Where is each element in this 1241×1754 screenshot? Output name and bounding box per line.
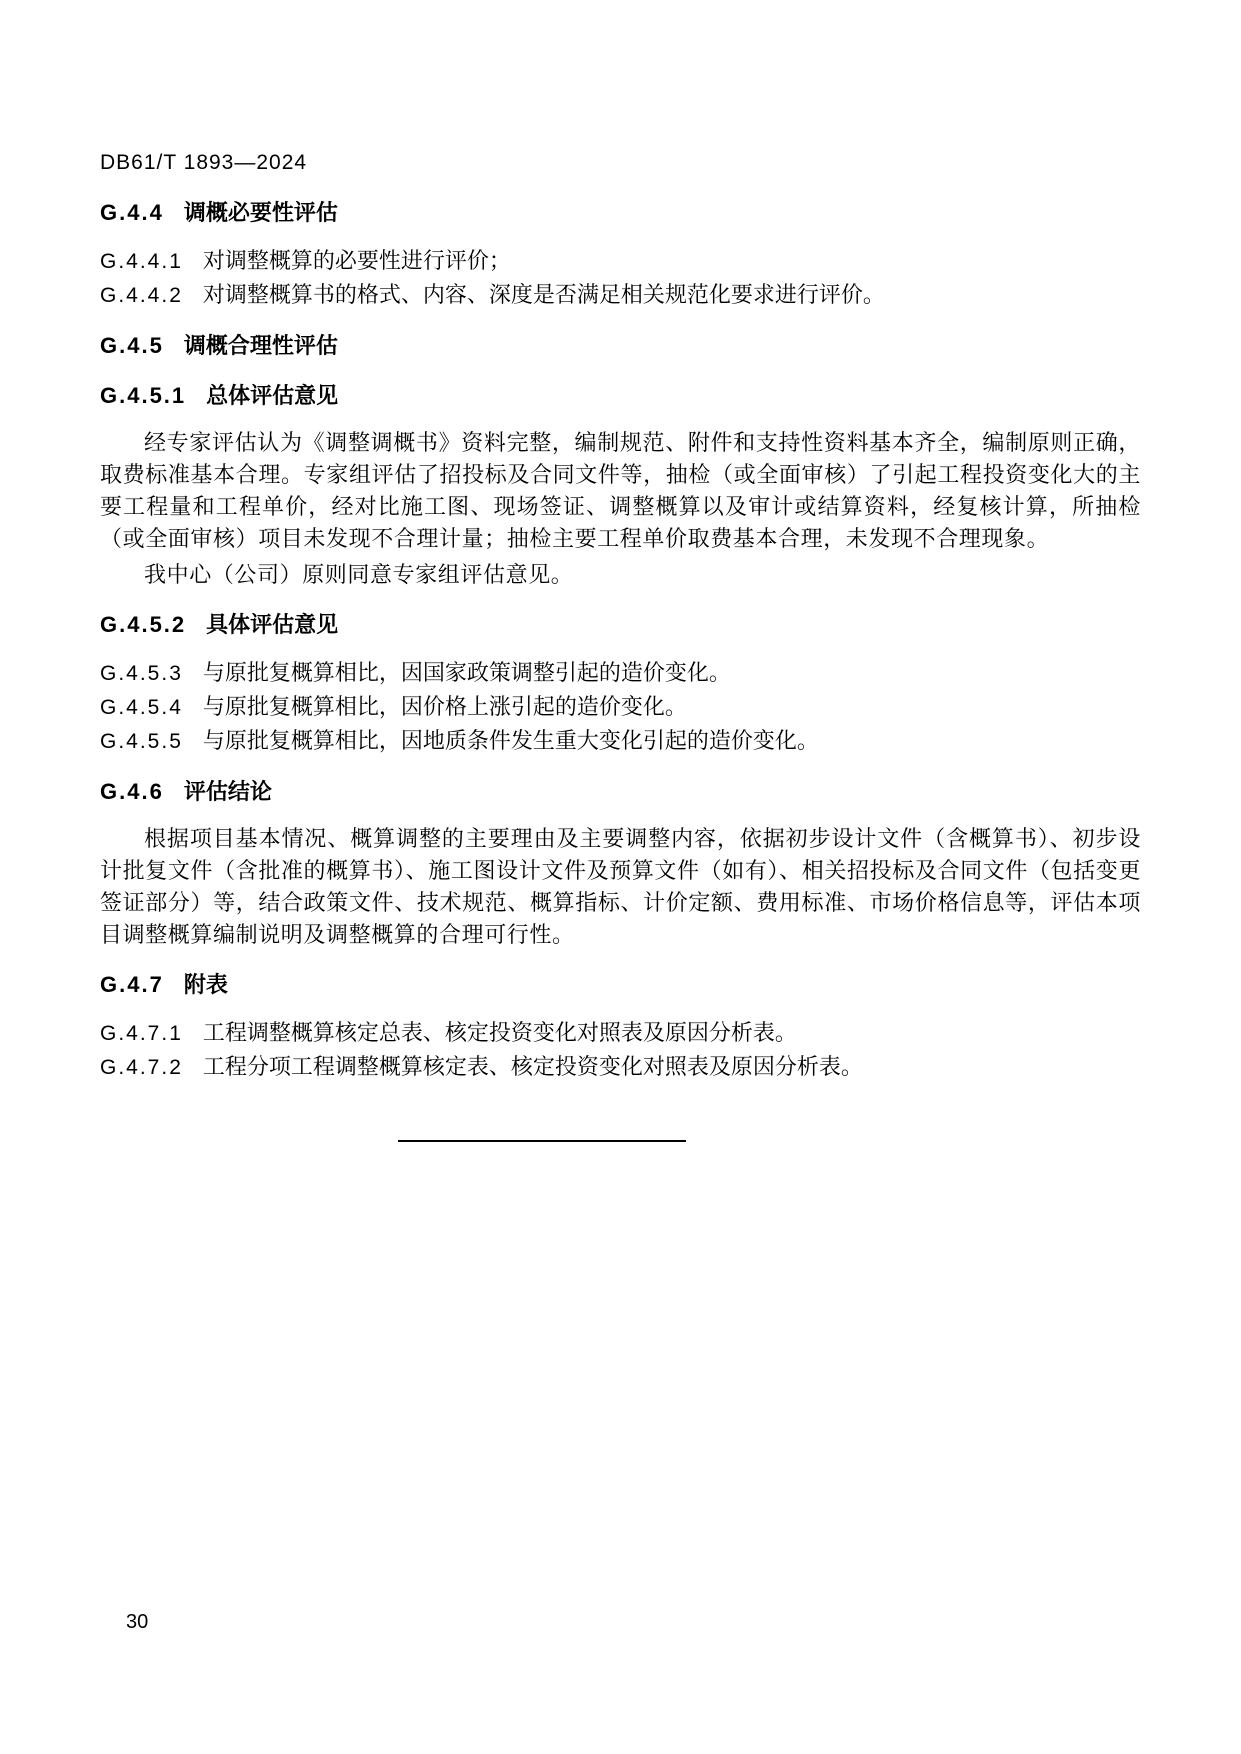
document-code-header: DB61/T 1893—2024	[100, 151, 308, 174]
clause-text: 与原批复概算相比，因价格上涨引起的造价变化。	[202, 694, 687, 719]
clause	[100, 244, 1141, 278]
heading-title: 调概合理性评估	[183, 333, 338, 358]
section-heading	[100, 379, 1141, 412]
heading-title: 总体评估意见	[206, 383, 339, 408]
clause-text: 对调整概算书的格式、内容、深度是否满足相关规范化要求进行评价。	[202, 282, 885, 307]
page-content	[100, 0, 1141, 1142]
section-heading	[100, 608, 1141, 641]
clause-text: 与原批复概算相比，因国家政策调整引起的造价变化。	[202, 660, 731, 685]
clause-number: G.4.5.5	[100, 730, 183, 753]
clause	[100, 1050, 1141, 1084]
clause	[100, 656, 1141, 690]
clause-number: G.4.4.1	[100, 250, 183, 273]
document-sections	[100, 196, 1141, 1142]
clause-number: G.4.7.1	[100, 1022, 183, 1045]
clause-number: G.4.6	[100, 779, 164, 804]
page-number: 30	[126, 1611, 149, 1633]
clause-number: G.4.5.1	[100, 383, 187, 408]
clause-number: G.4.5.2	[100, 612, 187, 637]
clause	[100, 724, 1141, 758]
clause-number: G.4.5.4	[100, 696, 183, 719]
section-heading	[100, 196, 1141, 229]
end-of-text-divider	[398, 1140, 686, 1142]
heading-title: 调概必要性评估	[183, 200, 338, 225]
clause-text: 工程分项工程调整概算核定表、核定投资变化对照表及原因分析表。	[202, 1054, 863, 1079]
section-heading	[100, 775, 1141, 808]
clause-number: G.4.4	[100, 200, 164, 225]
clause	[100, 690, 1141, 724]
paragraph: 根据项目基本情况、概算调整的主要理由及主要调整内容，依据初步设计文件（含概算书）、初步设计批复文件（含批准的概算书）、施工图设计文件及预算文件（如有）、相关招投标及合同文件（包括变更签证部分）等，结合政策文件、技术规范、概算指标、计价定额、费用标准、市场价格信息等，评估本项目调整概算编制说明及调整概算的合理可行性。	[100, 826, 1141, 947]
clause	[100, 278, 1141, 312]
clause-text: 工程调整概算核定总表、核定投资变化对照表及原因分析表。	[202, 1020, 797, 1045]
paragraph: 经专家评估认为《调整调概书》资料完整，编制规范、附件和支持性资料基本齐全，编制原则正确，取费标准基本合理。专家组评估了招投标及合同文件等，抽检（或全面审核）了引起工程投资变化大的主要工程量和工程单价，经对比施工图、现场签证、调整概算以及审计或结算资料，经复核计算，所抽检（或全面审核）项目未发现不合理计量；抽检主要工程单价取费基本合理，未发现不合理现象。	[100, 430, 1141, 551]
clause-text: 与原批复概算相比，因地质条件发生重大变化引起的造价变化。	[202, 728, 819, 753]
section-heading	[100, 329, 1141, 362]
clause-number: G.4.5	[100, 333, 164, 358]
clause-number: G.4.4.2	[100, 284, 183, 307]
heading-title: 评估结论	[183, 779, 272, 804]
heading-title: 具体评估意见	[206, 612, 339, 637]
clause-text: 对调整概算的必要性进行评价；	[202, 248, 511, 273]
clause-number: G.4.7.2	[100, 1056, 183, 1079]
paragraph: 我中心（公司）原则同意专家组评估意见。	[144, 562, 574, 587]
section-heading	[100, 968, 1141, 1001]
clause-number: G.4.7	[100, 972, 164, 997]
clause	[100, 1016, 1141, 1050]
heading-title: 附表	[183, 972, 228, 997]
clause-number: G.4.5.3	[100, 662, 183, 685]
